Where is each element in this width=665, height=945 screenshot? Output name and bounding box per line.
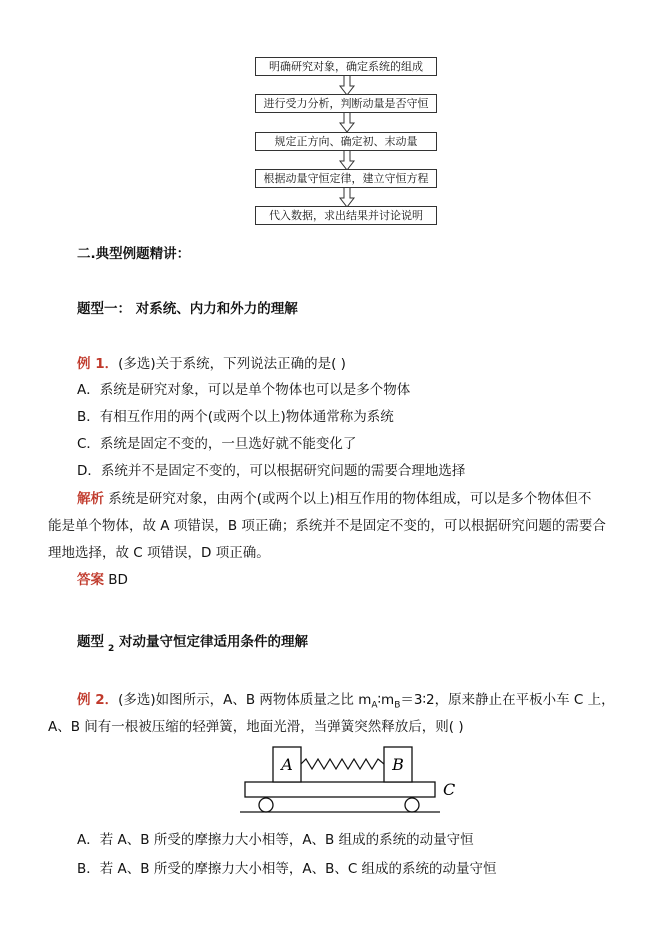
section-title: 二.典型例题精讲： [77, 246, 191, 262]
example2-text-b: ∶m [377, 692, 395, 708]
example1-label: 例 1． [77, 356, 119, 372]
flow-step-5: 代入数据，求出结果并讨论说明 [255, 206, 437, 225]
analysis-text-2: 能是单个物体，故 A 项错误，B 项正确；系统并不是固定不变的，可以根据研究问题的需要合 [48, 518, 606, 534]
cart-wheel-left [259, 798, 273, 812]
cart-wheel-right [405, 798, 419, 812]
down-arrow-icon [337, 188, 357, 208]
flow-step-2: 进行受力分析，判断动量是否守恒 [255, 94, 437, 113]
down-arrow-icon [337, 151, 357, 171]
flow-step-1: 明确研究对象，确定系统的组成 [255, 57, 437, 76]
answer-label: 答案 [77, 572, 104, 588]
example1-text: (多选)关于系统，下列说法正确的是( ) [118, 356, 346, 372]
type2-title [77, 632, 308, 654]
block-a-label: A [281, 755, 293, 774]
subscript-a: A [371, 700, 378, 711]
example2-label: 例 2． [77, 692, 119, 708]
type1-title: 题型一： 对系统、内力和外力的理解 [77, 301, 298, 317]
spring [301, 759, 384, 769]
example1-option-c: C．系统是固定不变的，一旦选好就不能变化了 [77, 436, 357, 452]
type2-number: 2 [108, 644, 115, 654]
flow-step-4: 根据动量守恒定律，建立守恒方程 [255, 169, 437, 188]
example1-option-a: A．系统是研究对象，可以是单个物体也可以是多个物体 [77, 382, 411, 398]
type2-prefix: 题型 [77, 634, 104, 650]
block-b-label: B [392, 755, 404, 774]
answer-text: BD [104, 572, 128, 588]
down-arrow-icon [337, 113, 357, 133]
example2-text-a: (多选)如图所示，A、B 两物体质量之比 m [118, 692, 372, 708]
example1-option-b: B．有相互作用的两个(或两个以上)物体通常称为系统 [77, 409, 394, 425]
type2-text: 对动量守恒定律适用条件的理解 [114, 634, 308, 650]
subscript-b: B [394, 700, 401, 711]
spring-cart-diagram [240, 742, 470, 816]
example1-option-d: D．系统并不是固定不变的，可以根据研究问题的需要合理地选择 [77, 463, 466, 479]
example1-question [77, 354, 346, 374]
analysis-text-3: 理地选择，故 C 项错误，D 项正确。 [48, 545, 270, 561]
analysis-text-1: 系统是研究对象，由两个(或两个以上)相互作用的物体组成，可以是多个物体但不 [104, 491, 592, 507]
example1-analysis [77, 489, 591, 509]
cart-body [245, 782, 435, 797]
example2-option-b: B．若 A、B 所受的摩擦力大小相等，A、B、C 组成的系统的动量守恒 [77, 861, 497, 877]
example2-option-a: A．若 A、B 所受的摩擦力大小相等，A、B 组成的系统的动量守恒 [77, 832, 474, 848]
flow-step-3: 规定正方向、确定初、末动量 [255, 132, 437, 151]
analysis-label: 解析 [77, 491, 104, 507]
example2-text-c: ＝3∶2，原来静止在平板小车 C 上， [400, 692, 615, 708]
down-arrow-icon [337, 76, 357, 96]
cart-c-label: C [443, 780, 456, 799]
example2-question [77, 690, 615, 716]
example2-line2: A、B 间有一根被压缩的轻弹簧，地面光滑，当弹簧突然释放后，则( ) [48, 719, 464, 735]
example1-answer [77, 570, 128, 590]
